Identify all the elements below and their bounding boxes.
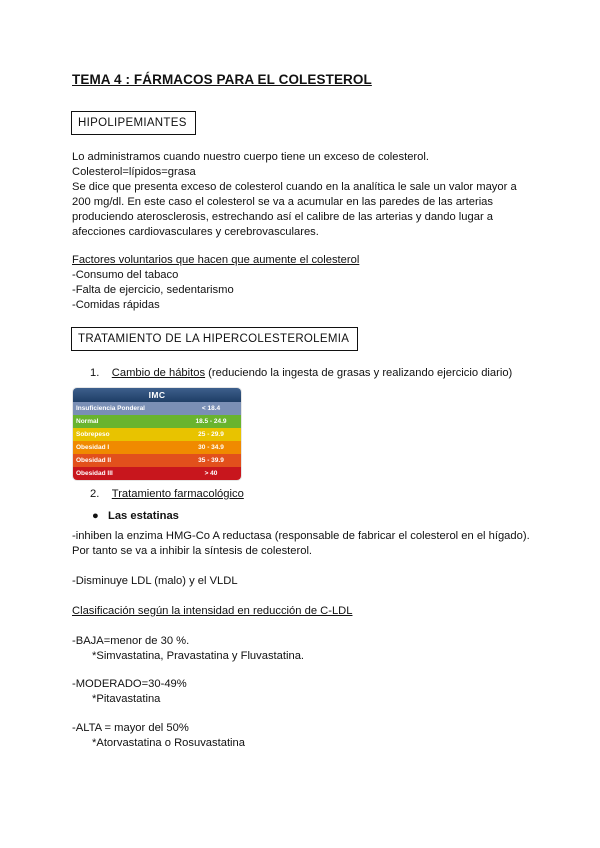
group-baja (72, 634, 304, 664)
risk-factors-heading: Factores voluntarios que hacen que aumente el colesterol (72, 254, 360, 266)
bullet-icon: ● (92, 510, 99, 522)
imc-row-label: Sobrepeso (76, 431, 110, 438)
list-item: -Falta de ejercicio, sedentarismo (72, 284, 234, 296)
group-label: -MODERADO=30-49% (72, 678, 187, 690)
imc-row-label: Obesidad II (76, 457, 112, 464)
classification-heading: Clasificación según la intensidad en reducción de C-LDL (72, 605, 353, 617)
list-item: -Comidas rápidas (72, 299, 160, 311)
imc-row-value: 25 - 29.9 (198, 431, 224, 438)
paragraph-line: 200 mg/dl. En este caso el colesterol se va a acumular en las paredes de las arterias (72, 196, 494, 208)
paragraph-line: produciendo aterosclerosis, estrechando así el calibre de las arterias y dando lugar a (72, 211, 494, 223)
bullet-estatinas (92, 509, 179, 524)
group-drugs: *Atorvastatina o Rosuvastatina (92, 737, 245, 749)
imc-row (73, 467, 241, 480)
imc-row (73, 454, 241, 467)
item-number: 1. (90, 367, 100, 379)
imc-table-image (73, 388, 241, 480)
paragraph-line: Colesterol=lípidos=grasa (72, 166, 196, 178)
numbered-item-2 (90, 487, 244, 502)
page-title: TEMA 4 : FÁRMACOS PARA EL COLESTEROL (72, 72, 372, 87)
numbered-item-1 (90, 366, 512, 381)
item-label: Cambio de hábitos (111, 367, 206, 379)
imc-row (73, 415, 241, 428)
bullet-label: Las estatinas (108, 510, 179, 522)
list-item: -Consumo del tabaco (72, 269, 179, 281)
imc-row-value: > 40 (204, 470, 218, 477)
imc-row (73, 441, 241, 454)
imc-row-value: < 18.4 (201, 405, 221, 412)
group-moderado (72, 677, 187, 707)
paragraph-line: Lo administramos cuando nuestro cuerpo tiene un exceso de colesterol. (72, 151, 429, 163)
imc-row-value: 30 - 34.9 (198, 444, 224, 451)
imc-rows (73, 402, 241, 480)
group-drugs: *Pitavastatina (92, 693, 161, 705)
section-heading-tratamiento: TRATAMIENTO DE LA HIPERCOLESTEROLEMIA (71, 327, 358, 351)
statins-description (72, 529, 530, 559)
risk-factors (72, 253, 359, 313)
item-number: 2. (90, 488, 100, 500)
imc-row-value: 35 - 39.9 (198, 457, 224, 464)
group-label: -ALTA = mayor del 50% (72, 722, 189, 734)
imc-row-label: Obesidad I (76, 444, 110, 451)
imc-row-label: Normal (76, 418, 99, 425)
imc-header: IMC (73, 388, 241, 402)
imc-row-label: Obesidad III (76, 470, 113, 477)
group-alta (72, 721, 245, 751)
imc-row (73, 428, 241, 441)
group-label: -BAJA=menor de 30 %. (72, 635, 190, 647)
paragraph-line: Se dice que presenta exceso de colesterol cuando en la analítica le sale un valor mayor a (72, 181, 517, 193)
section-heading-hipolipemiantes: HIPOLIPEMIANTES (71, 111, 196, 135)
item-description: (reduciendo la ingesta de grasas y realizando ejercicio diario) (205, 367, 513, 379)
imc-row-value: 18.5 - 24.9 (195, 418, 227, 425)
intro-paragraph (72, 150, 517, 240)
ldl-line: -Disminuye LDL (malo) y el VLDL (72, 575, 238, 587)
paragraph-line: Por tanto se va a inhibir la síntesis de colesterol. (72, 545, 313, 557)
paragraph-line: -inhiben la enzima HMG-Co A reductasa (responsable de fabricar el colesterol en el hígado). (72, 530, 530, 542)
imc-row-label: Insuficiencia Ponderal (76, 405, 145, 412)
paragraph-line: afecciones cardiovasculares y cerebrovasculares. (72, 226, 319, 238)
imc-row (73, 402, 241, 415)
group-drugs: *Simvastatina, Pravastatina y Fluvastatina. (92, 650, 305, 662)
item-label: Tratamiento farmacológico (111, 488, 244, 500)
